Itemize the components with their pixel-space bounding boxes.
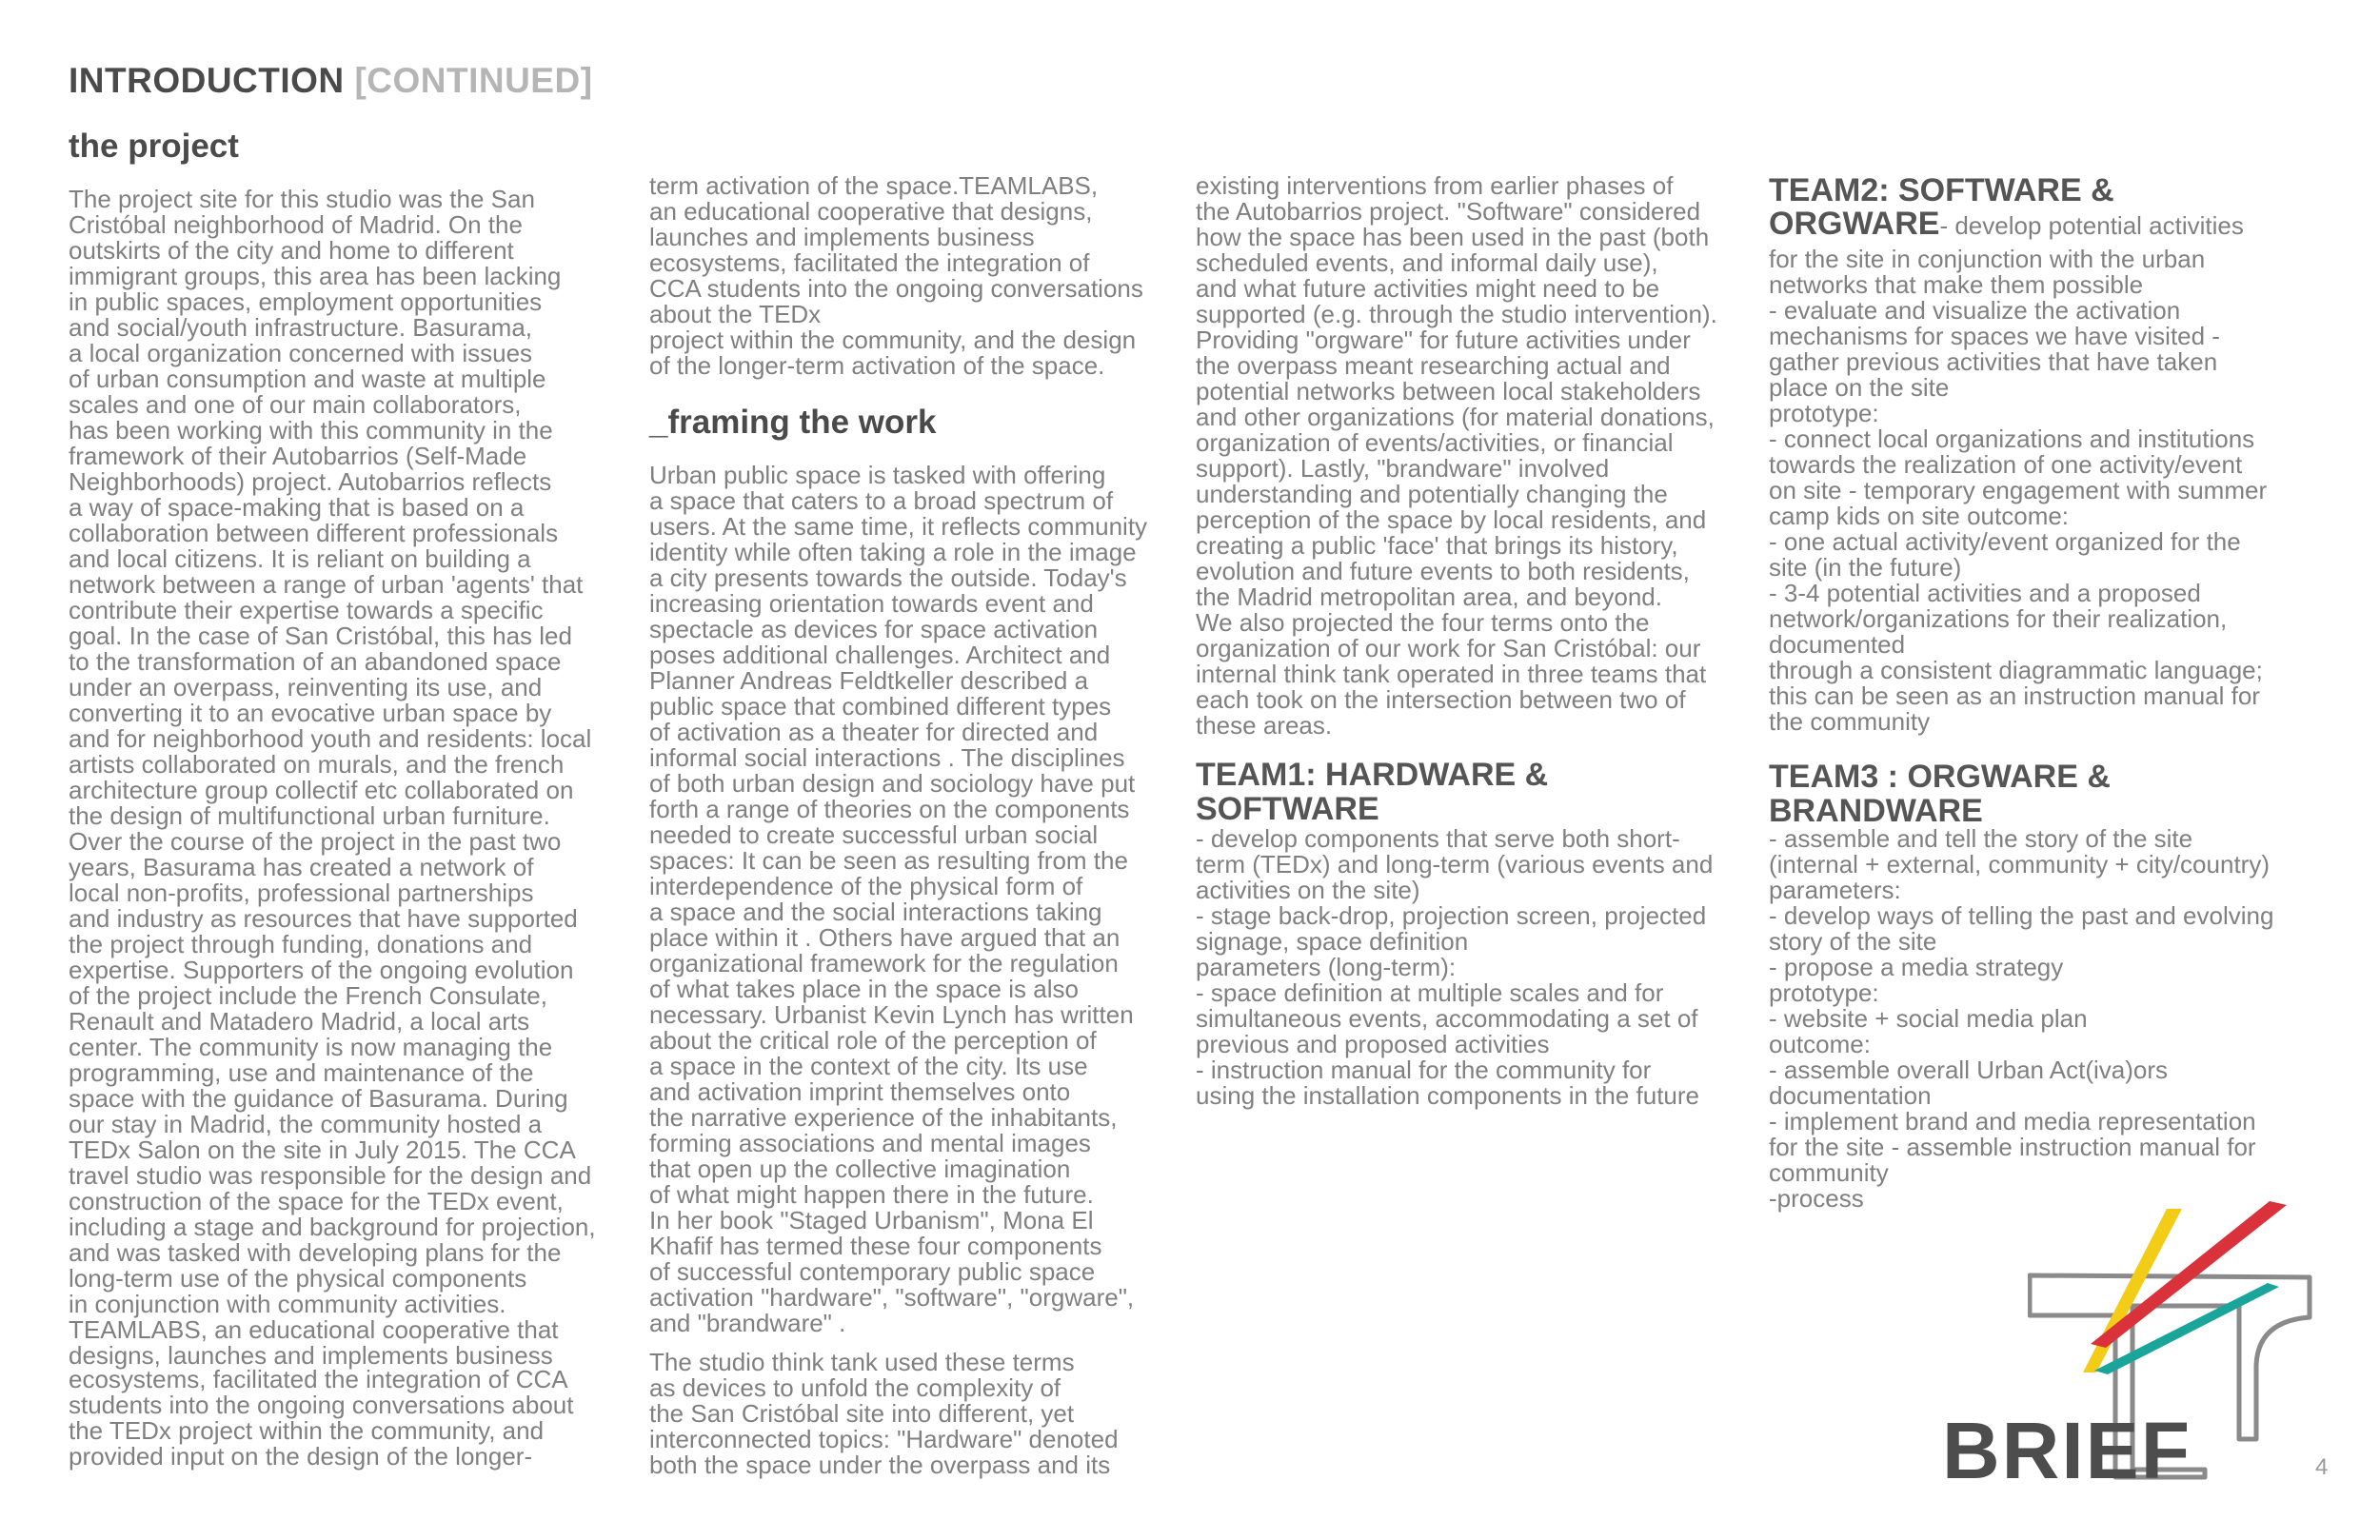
team3-title: TEAM3 : ORGWARE & BRANDWARE — [1769, 759, 2111, 829]
page-header — [69, 61, 593, 101]
logo-word-brief: BRIEF — [1942, 1406, 2192, 1495]
think-tank-body-text: The studio think tank used these terms as devices to unfold the complexity of the San Cristóbal site into different, yet interconnected topics: "Hardware" denoted both the space under the overpass and its — [649, 1348, 1119, 1479]
activation-body-text: term activation of the space.TEAMLABS, an educational cooperative that designs, launches and implements business ecosystems, facilitated the integration of CCA students into the ongoing conversations about the TEDx project within the community, and the design of the longer-term activation of the space. — [649, 171, 1143, 380]
team2-block — [1769, 173, 2302, 735]
section-heading-framing-the-work: _framing the work — [649, 404, 937, 441]
header-title: INTRODUCTION — [69, 61, 345, 100]
team3-body-text: - assemble and tell the story of the site (internal + external, community + city/country) parameters: - develop ways of telling the past and evolving story of the site - propose a media strategy prototype: - website + social media plan outcome: - assemble overall Urban Act(iva)ors documentation - implement brand and media representation for the site - assemble instruction manual for community -process — [1769, 824, 2274, 1213]
team2-title: TEAM2: SOFTWARE & — [1769, 172, 2114, 208]
project-body-text: The project site for this studio was the San Cristóbal neighborhood of Madrid. On the outskirts of the city and home to different immigrant groups, this area has been lacking in public spaces, employment opportunities and social/youth infrastructure. Basurama, a local organization concerned with issues of urban consumption and waste at multiple scales and one of our main collaborators, has been working with this community in the framework of their Autobarrios (Self-Made Neighborhoods) project. Autobarrios reflects a way of space-making that is based on a collaboration between different professionals and local citizens. It is reliant on building a network between a range of urban 'agents' that contribute their expertise towards a specific goal. In the case of San Cristóbal, this has led to the transformation of an abandoned space under an overpass, reinventing its use, and converting it to an evocative urban space by and for neighborhood youth and residents: local artists collaborated on murals, and the french architecture group collectif etc collaborated on the design of multifunctional urban furniture. Over the course of the project in the past two years, Basurama has created a network of local non-profits, professional partnerships and industry as resources that have supported the project through funding, donations and expertise. Supporters of the ongoing evolution of the project include the French Consulate, Renault and Matadero Madrid, a local arts center. The community is now managing the programming, use and maintenance of the space with the guidance of Basurama. During our stay in Madrid, the community hosted a TEDx Salon on the site in July 2015. The CCA travel studio was responsible for the design and construction of the space for the TEDx event, including a stage and background for projection, and was tasked with developing plans for the long-term use of the physical components in conjunction with community activities. TEAMLABS, an educational cooperative that designs, launches and implements business — [69, 185, 596, 1370]
framing-body-text: Urban public space is tasked with offering a space that caters to a broad spectrum of users. At the same time, it reflects community identity while often taking a role in the image a city presents towards the outside. Today's increasing orientation towards event and spectacle as devices for space activation poses additional challenges. Architect and Planner Andreas Feldtkeller described a public space that combined different types of activation as a theater for directed and informal social interactions . The disciplines of both urban design and sociology have put forth a range of theories on the components needed to create successful urban social spaces: It can be seen as resulting from the interdependence of the physical form of a space and the social interactions taking place within it . Others have argued that an organizational framework for the regulation of what takes place in the space is also necessary. Urbanist Kevin Lynch has written about the critical role of the perception of a space in the context of the city. Its use and activation imprint themselves onto the narrative experience of the inhabitants, forming associations and mental images that open up the collective imagination of what might happen there in the future. In her book "Staged Urbanism", Mona El Khafif has termed these four components of successful contemporary public space activation "hardware", "software", "orgware", and "brandware" . — [649, 461, 1148, 1337]
team2-lead-text: - develop potential activities — [1939, 211, 2244, 240]
project-body-text-continued: ecosystems, facilitated the integration of CCA students into the ongoing conversations about the TEDx project within the community, and provided input on the design of the longer- — [69, 1365, 574, 1471]
team2-body-text: for the site in conjunction with the urban networks that make them possible - evaluate and visualize the activation mechanisms for spaces we have visited - gather previous activities that have taken place on the site prototype: - connect local organizations and institutions towards the realization of one activity/event on site - temporary engagement with summer camp kids on site outcome: - one actual activity/event organized for the site (in the future) - 3-4 potential activities and a proposed network/organizations for their realization, documented through a consistent diagrammatic language; this can be seen as an instruction manual for the community — [1769, 245, 2268, 736]
team1-title: TEAM1: HARDWARE & SOFTWARE — [1196, 757, 1549, 827]
team2-title-orgware: ORGWARE — [1769, 206, 1940, 242]
header-continued: [CONTINUED] — [354, 61, 593, 100]
terms-body-text: existing interventions from earlier phases of the Autobarrios project. "Software" considered how the space has been used in the past (both scheduled events, and informal daily use), and what future activities might need to be supported (e.g. through the studio intervention). Providing "orgware" for future activities under the overpass meant researching actual and potential networks between local stakeholders and other organizations (for material donations, organization of events/activities, or financial support). Lastly, "brandware" involved understanding and potentially changing the perception of the space by local residents, and creating a public 'face' that brings its history, evolution and future events to both residents, the Madrid metropolitan area, and beyond. We also projected the four terms onto the organization of our work for San Cristóbal: our internal think tank operated in three teams that each took on the intersection between two of these areas. — [1196, 171, 1717, 740]
page-number: 4 — [2315, 1454, 2329, 1480]
section-heading-the-project: the project — [69, 128, 239, 165]
team1-body-text: - develop components that serve both short- term (TEDx) and long-term (various events and activities on the site) - stage back-drop, projection screen, projected signage, space definition parameters (long-term): - space definition at multiple scales and for simultaneous events, accommodating a set of previous and proposed activities - instruction manual for the community for using the installation components in the future — [1196, 824, 1714, 1110]
